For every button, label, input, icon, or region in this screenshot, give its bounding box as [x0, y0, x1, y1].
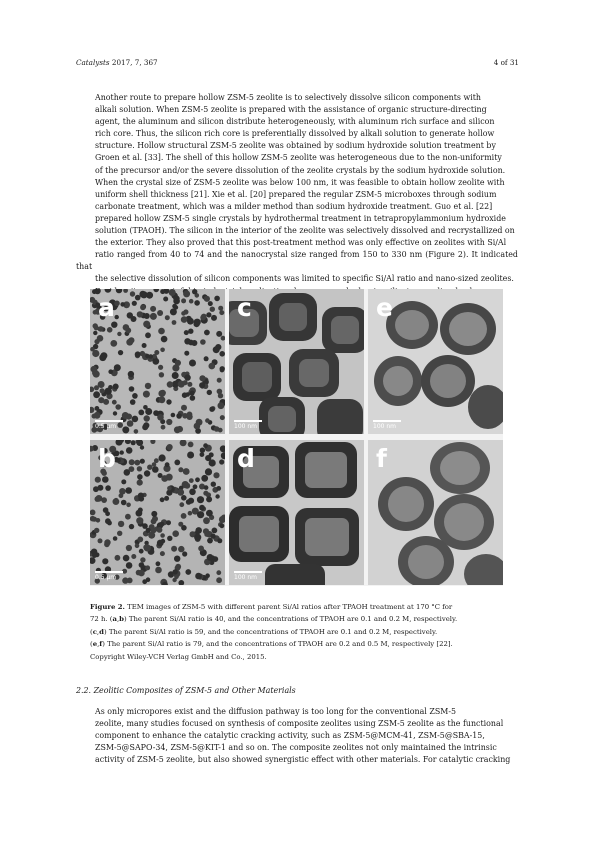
page-number: 4 of 31	[493, 58, 519, 67]
text-line: prepared hollow ZSM-5 single crystals by hydrothermal treatment in tetrapropylammonium hydroxide	[95, 213, 506, 223]
body-paragraph-2	[76, 706, 518, 766]
scale-bar: 0.5 μm	[95, 571, 123, 581]
scale-bar: 100 nm	[234, 420, 262, 430]
tem-panel-a	[90, 289, 225, 434]
text-line: rich core. Thus, the silicon rich core is preferentially dissolved by alkali solution to generate hollow	[95, 129, 495, 139]
tem-panel-b	[90, 440, 225, 585]
panel-label: c	[237, 293, 252, 322]
scale-bar: 100 nm	[373, 420, 401, 430]
caption-line: Copyright Wiley-VCH Verlag GmbH and Co., 2015.	[90, 652, 267, 661]
running-header	[76, 58, 158, 67]
section-heading: 2.2. Zeolitic Composites of ZSM-5 and Other Materials	[76, 686, 296, 695]
text-line: zeolite, many studies focused on synthesis of composite zeolites using ZSM-5 zeolite as the functional	[95, 719, 504, 729]
text-line: component to enhance the catalytic cracking activity, such as ZSM-5@MCM-41, ZSM-5@SBA-15,	[95, 731, 485, 741]
caption-line: 72 h. (a,b) The parent Si/Al ratio is 40, and the concentrations of TPAOH are 0.1 and 0.2 M, respectively.	[90, 615, 458, 624]
text-line: carbonate treatment, which was a milder method than sodium hydroxide treatment. Guo et al. [22]	[95, 201, 493, 211]
tem-panel-e	[368, 289, 503, 434]
body-paragraph-1	[76, 92, 518, 298]
caption-line: (c,d) The parent Si/Al ratio is 59, and the concentrations of TPAOH are 0.1 and 0.2 M, respectively.	[90, 627, 438, 636]
text-line: Groen et al. [33]. The shell of this hollow ZSM-5 zeolite was heterogeneous due to the non-uniformity	[95, 153, 502, 163]
text-line: the selective dissolution of silicon components was limited to specific Si/Al ratio and nano-sized zeolites.	[95, 274, 514, 284]
journal-name: Catalysts	[76, 58, 110, 67]
text-line: ratio ranged from 40 to 74 and the nanocrystal size ranged from 150 to 330 nm (Figure 2). It indicated that	[76, 250, 518, 272]
panel-label: d	[237, 444, 255, 473]
tem-panel-f	[368, 440, 503, 585]
panel-label: e	[376, 293, 393, 322]
text-line: alkali solution. When ZSM-5 zeolite is prepared with the assistance of organic structure-directing	[95, 105, 487, 115]
text-line: structure. Hollow structural ZSM-5 zeolite was obtained by sodium hydroxide solution treatment by	[95, 141, 496, 151]
text-line: activity of ZSM-5 zeolite, but also showed synergistic effect with other materials. For catalytic cracking	[95, 755, 511, 765]
text-line: agent, the aluminum and silicon distribute heterogeneously, with aluminum rich surface and silicon	[95, 117, 495, 127]
caption-text: TEM images of ZSM-5 with different parent Si/Al ratios after TPAOH treatment at 170 °C for	[127, 603, 453, 611]
tem-image-f	[368, 440, 503, 585]
scale-bar: 0.5 μm	[95, 420, 123, 430]
text-line: ZSM-5@SAPO-34, ZSM-5@KIT-1 and so on. The composite zeolites not only maintained the intrinsic	[95, 743, 497, 753]
caption-line: (e,f) The parent Si/Al ratio is 79, and the concentrations of TPAOH are 0.2 and 0.5 M, respectively [22].	[90, 640, 453, 649]
figure-caption	[90, 601, 515, 663]
tem-panel-c	[229, 289, 364, 434]
text-line: the exterior. They also proved that this post-treatment method was only effective on zeolites with Si/Al	[95, 238, 507, 248]
panel-label: f	[376, 444, 387, 473]
text-line: of the precursor and/or the severe dissolution of the zeolite crystals by the sodium hydroxide solution.	[95, 165, 506, 175]
figure-2-tem-images	[90, 289, 503, 586]
text-line: uniform shell thickness [21]. Xie et al. [20] prepared the regular ZSM-5 microboxes through sodium	[95, 189, 497, 199]
panel-label: b	[98, 444, 116, 473]
text-line: solution (TPAOH). The silicon in the interior of the zeolite was selectively dissolved and recrystallized on	[95, 226, 515, 236]
panel-label: a	[98, 293, 115, 322]
text-line: When the crystal size of ZSM-5 zeolite was below 100 nm, it was feasible to obtain hollow zeolite with	[95, 177, 505, 187]
text-line: As only micropores exist and the diffusion pathway is too long for the conventional ZSM-5	[95, 707, 457, 716]
scale-bar: 100 nm	[234, 571, 262, 581]
caption-line	[90, 601, 515, 613]
caption-figure-label: Figure 2.	[90, 603, 125, 611]
tem-panel-d	[229, 440, 364, 585]
journal-citation: 2017, 7, 367	[111, 58, 158, 67]
text-line: Another route to prepare hollow ZSM-5 zeolite is to selectively dissolve silicon components with	[95, 93, 482, 102]
